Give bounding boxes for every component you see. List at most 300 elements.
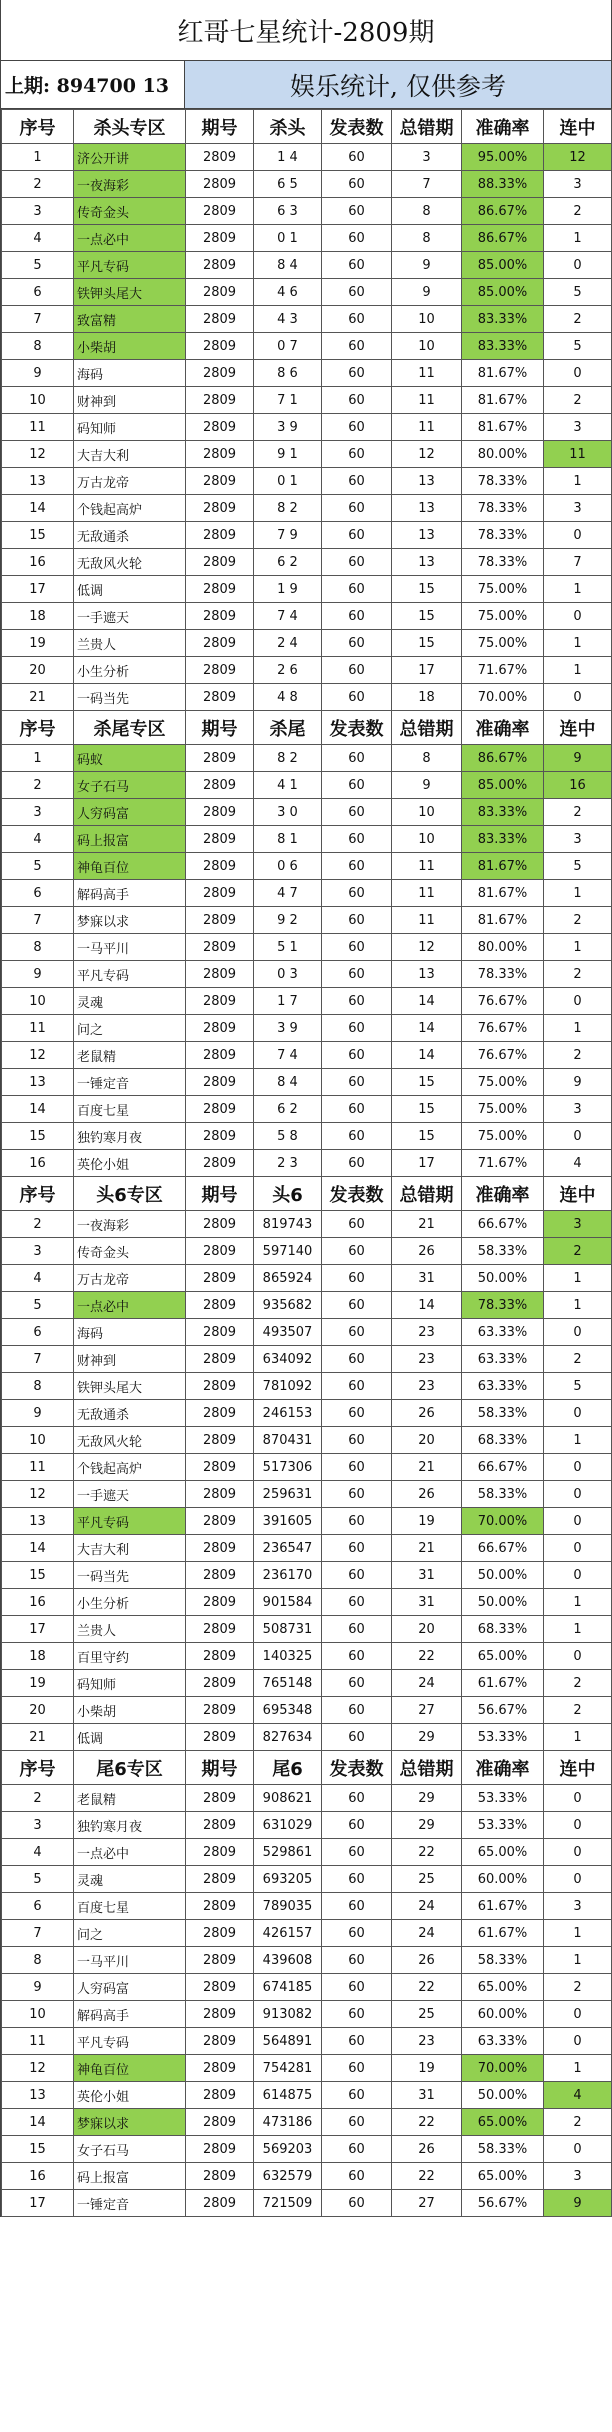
cell-rate: 75.00%	[462, 630, 544, 657]
cell-total: 60	[322, 2001, 392, 2028]
cell-pick: 693205	[254, 1866, 322, 1893]
cell-no: 7	[2, 907, 74, 934]
cell-pick: 5 1	[254, 934, 322, 961]
table-row	[2, 1616, 612, 1643]
table-row	[2, 1346, 612, 1373]
cell-no: 18	[2, 1643, 74, 1670]
table-row	[2, 1697, 612, 1724]
header-streak: 连中	[544, 711, 612, 745]
cell-streak: 1	[544, 1589, 612, 1616]
cell-rate: 68.33%	[462, 1616, 544, 1643]
section-header-row	[2, 711, 612, 745]
cell-period: 2809	[186, 2055, 254, 2082]
cell-pick: 695348	[254, 1697, 322, 1724]
cell-name: 女子石马	[74, 772, 186, 799]
cell-no: 13	[2, 1508, 74, 1535]
cell-total: 60	[322, 1150, 392, 1177]
cell-name: 个钱起高炉	[74, 1454, 186, 1481]
cell-streak: 1	[544, 1015, 612, 1042]
header-miss: 总错期	[392, 1751, 462, 1785]
cell-streak: 9	[544, 745, 612, 772]
cell-period: 2809	[186, 1670, 254, 1697]
cell-total: 60	[322, 1643, 392, 1670]
table-row	[2, 799, 612, 826]
table-row	[2, 2028, 612, 2055]
cell-streak: 0	[544, 684, 612, 711]
section-header-row	[2, 1751, 612, 1785]
cell-pick: 473186	[254, 2109, 322, 2136]
table-row	[2, 387, 612, 414]
header-index: 序号	[2, 110, 74, 144]
cell-rate: 66.67%	[462, 1454, 544, 1481]
cell-no: 5	[2, 1866, 74, 1893]
table-row	[2, 1920, 612, 1947]
cell-total: 60	[322, 225, 392, 252]
cell-streak: 4	[544, 1150, 612, 1177]
table-row	[2, 1866, 612, 1893]
table-row	[2, 1211, 612, 1238]
cell-total: 60	[322, 853, 392, 880]
cell-streak: 0	[544, 1785, 612, 1812]
header-period: 期号	[186, 1751, 254, 1785]
cell-pick: 0 1	[254, 468, 322, 495]
cell-rate: 78.33%	[462, 549, 544, 576]
cell-miss: 20	[392, 1616, 462, 1643]
cell-pick: 0 6	[254, 853, 322, 880]
cell-streak: 1	[544, 630, 612, 657]
table-row	[2, 414, 612, 441]
cell-streak: 0	[544, 1123, 612, 1150]
cell-no: 4	[2, 826, 74, 853]
cell-name: 老鼠精	[74, 1785, 186, 1812]
cell-streak: 1	[544, 1947, 612, 1974]
cell-period: 2809	[186, 360, 254, 387]
cell-streak: 0	[544, 252, 612, 279]
cell-streak: 1	[544, 2055, 612, 2082]
cell-name: 老鼠精	[74, 1042, 186, 1069]
cell-pick: 3 9	[254, 1015, 322, 1042]
cell-pick: 819743	[254, 1211, 322, 1238]
cell-total: 60	[322, 630, 392, 657]
cell-miss: 14	[392, 1015, 462, 1042]
cell-pick: 7 1	[254, 387, 322, 414]
cell-rate: 58.33%	[462, 1400, 544, 1427]
cell-no: 19	[2, 1670, 74, 1697]
cell-miss: 8	[392, 745, 462, 772]
table-row	[2, 826, 612, 853]
cell-miss: 29	[392, 1724, 462, 1751]
cell-streak: 4	[544, 2082, 612, 2109]
cell-pick: 439608	[254, 1947, 322, 1974]
cell-miss: 22	[392, 2163, 462, 2190]
cell-period: 2809	[186, 603, 254, 630]
cell-total: 60	[322, 2190, 392, 2217]
cell-total: 60	[322, 1427, 392, 1454]
cell-rate: 83.33%	[462, 333, 544, 360]
header-period: 期号	[186, 1177, 254, 1211]
cell-no: 13	[2, 1069, 74, 1096]
cell-period: 2809	[186, 1947, 254, 1974]
cell-streak: 0	[544, 2136, 612, 2163]
header-section-name: 杀尾专区	[74, 711, 186, 745]
cell-total: 60	[322, 549, 392, 576]
cell-name: 码蚁	[74, 745, 186, 772]
cell-streak: 1	[544, 1616, 612, 1643]
cell-streak: 3	[544, 171, 612, 198]
cell-miss: 26	[392, 1238, 462, 1265]
cell-pick: 674185	[254, 1974, 322, 2001]
cell-pick: 4 8	[254, 684, 322, 711]
table-row	[2, 1724, 612, 1751]
cell-streak: 0	[544, 988, 612, 1015]
cell-total: 60	[322, 1893, 392, 1920]
cell-streak: 0	[544, 360, 612, 387]
cell-streak: 5	[544, 333, 612, 360]
cell-period: 2809	[186, 549, 254, 576]
cell-period: 2809	[186, 1400, 254, 1427]
cell-period: 2809	[186, 1697, 254, 1724]
table-row	[2, 745, 612, 772]
cell-rate: 66.67%	[462, 1535, 544, 1562]
cell-no: 12	[2, 2055, 74, 2082]
cell-miss: 11	[392, 853, 462, 880]
cell-no: 1	[2, 144, 74, 171]
table-row	[2, 333, 612, 360]
cell-name: 传奇金头	[74, 198, 186, 225]
cell-name: 一手遮天	[74, 603, 186, 630]
cell-period: 2809	[186, 1812, 254, 1839]
cell-rate: 58.33%	[462, 1947, 544, 1974]
cell-total: 60	[322, 826, 392, 853]
cell-no: 17	[2, 576, 74, 603]
cell-pick: 1 7	[254, 988, 322, 1015]
cell-total: 60	[322, 387, 392, 414]
cell-name: 平凡专码	[74, 252, 186, 279]
cell-name: 梦寐以求	[74, 2109, 186, 2136]
table-row	[2, 853, 612, 880]
cell-pick: 6 5	[254, 171, 322, 198]
cell-name: 平凡专码	[74, 961, 186, 988]
cell-streak: 2	[544, 1697, 612, 1724]
cell-period: 2809	[186, 522, 254, 549]
cell-rate: 85.00%	[462, 772, 544, 799]
cell-streak: 5	[544, 1373, 612, 1400]
cell-rate: 85.00%	[462, 252, 544, 279]
cell-name: 一点必中	[74, 1839, 186, 1866]
cell-streak: 0	[544, 2028, 612, 2055]
table-row	[2, 1123, 612, 1150]
cell-streak: 1	[544, 934, 612, 961]
table-row	[2, 225, 612, 252]
cell-no: 3	[2, 1812, 74, 1839]
cell-period: 2809	[186, 799, 254, 826]
cell-rate: 56.67%	[462, 2190, 544, 2217]
header-accuracy: 准确率	[462, 1751, 544, 1785]
cell-total: 60	[322, 1616, 392, 1643]
header-miss: 总错期	[392, 1177, 462, 1211]
cell-no: 17	[2, 1616, 74, 1643]
cell-name: 解码高手	[74, 880, 186, 907]
cell-no: 6	[2, 279, 74, 306]
cell-period: 2809	[186, 961, 254, 988]
cell-rate: 75.00%	[462, 1123, 544, 1150]
cell-streak: 12	[544, 144, 612, 171]
cell-total: 60	[322, 961, 392, 988]
cell-rate: 86.67%	[462, 198, 544, 225]
cell-period: 2809	[186, 171, 254, 198]
cell-no: 11	[2, 1454, 74, 1481]
table-row	[2, 1947, 612, 1974]
cell-miss: 27	[392, 2190, 462, 2217]
table-row	[2, 360, 612, 387]
cell-period: 2809	[186, 2028, 254, 2055]
table-row	[2, 495, 612, 522]
cell-period: 2809	[186, 2001, 254, 2028]
cell-no: 8	[2, 1373, 74, 1400]
cell-period: 2809	[186, 1069, 254, 1096]
cell-miss: 10	[392, 306, 462, 333]
cell-streak: 3	[544, 414, 612, 441]
cell-name: 码上报富	[74, 2163, 186, 2190]
table-row	[2, 1427, 612, 1454]
cell-period: 2809	[186, 1373, 254, 1400]
cell-rate: 53.33%	[462, 1812, 544, 1839]
cell-pick: 781092	[254, 1373, 322, 1400]
cell-no: 16	[2, 2163, 74, 2190]
cell-no: 6	[2, 880, 74, 907]
cell-streak: 1	[544, 468, 612, 495]
header-total: 发表数	[322, 1751, 392, 1785]
cell-total: 60	[322, 1562, 392, 1589]
cell-pick: 4 7	[254, 880, 322, 907]
cell-name: 神龟百位	[74, 853, 186, 880]
cell-streak: 2	[544, 799, 612, 826]
section-header-row	[2, 110, 612, 144]
cell-pick: 721509	[254, 2190, 322, 2217]
table-row	[2, 441, 612, 468]
cell-total: 60	[322, 2136, 392, 2163]
cell-total: 60	[322, 1238, 392, 1265]
cell-rate: 75.00%	[462, 576, 544, 603]
cell-name: 百里守约	[74, 1643, 186, 1670]
cell-streak: 2	[544, 961, 612, 988]
cell-miss: 31	[392, 2082, 462, 2109]
cell-name: 一马平川	[74, 934, 186, 961]
cell-total: 60	[322, 684, 392, 711]
cell-total: 60	[322, 441, 392, 468]
cell-period: 2809	[186, 306, 254, 333]
cell-streak: 3	[544, 1211, 612, 1238]
cell-period: 2809	[186, 2136, 254, 2163]
cell-period: 2809	[186, 1839, 254, 1866]
cell-miss: 14	[392, 988, 462, 1015]
cell-total: 60	[322, 1319, 392, 1346]
cell-miss: 25	[392, 2001, 462, 2028]
cell-name: 小生分析	[74, 1589, 186, 1616]
cell-miss: 21	[392, 1535, 462, 1562]
cell-rate: 83.33%	[462, 826, 544, 853]
cell-no: 5	[2, 252, 74, 279]
cell-name: 大吉大利	[74, 441, 186, 468]
cell-miss: 13	[392, 522, 462, 549]
cell-rate: 65.00%	[462, 2163, 544, 2190]
table-row	[2, 907, 612, 934]
cell-total: 60	[322, 799, 392, 826]
cell-pick: 789035	[254, 1893, 322, 1920]
slogan-banner: 娱乐统计, 仅供参考	[185, 61, 611, 108]
cell-miss: 27	[392, 1697, 462, 1724]
header-section-name: 尾6专区	[74, 1751, 186, 1785]
cell-pick: 5 8	[254, 1123, 322, 1150]
cell-rate: 78.33%	[462, 1292, 544, 1319]
table-row	[2, 934, 612, 961]
cell-total: 60	[322, 1670, 392, 1697]
cell-rate: 60.00%	[462, 1866, 544, 1893]
cell-streak: 1	[544, 1724, 612, 1751]
cell-pick: 7 4	[254, 1042, 322, 1069]
cell-pick: 8 2	[254, 745, 322, 772]
cell-pick: 2 6	[254, 657, 322, 684]
cell-no: 3	[2, 1238, 74, 1265]
table-row	[2, 1589, 612, 1616]
header-index: 序号	[2, 711, 74, 745]
cell-no: 15	[2, 1562, 74, 1589]
cell-rate: 81.67%	[462, 853, 544, 880]
table-row	[2, 468, 612, 495]
cell-rate: 86.67%	[462, 745, 544, 772]
cell-pick: 569203	[254, 2136, 322, 2163]
cell-streak: 0	[544, 1508, 612, 1535]
cell-rate: 65.00%	[462, 1974, 544, 2001]
cell-pick: 935682	[254, 1292, 322, 1319]
cell-streak: 0	[544, 1319, 612, 1346]
cell-rate: 78.33%	[462, 961, 544, 988]
cell-streak: 1	[544, 225, 612, 252]
cell-name: 解码高手	[74, 2001, 186, 2028]
cell-period: 2809	[186, 414, 254, 441]
cell-streak: 2	[544, 1238, 612, 1265]
table-row	[2, 1373, 612, 1400]
cell-pick: 8 2	[254, 495, 322, 522]
cell-name: 万古龙帝	[74, 1265, 186, 1292]
cell-name: 一码当先	[74, 684, 186, 711]
cell-name: 致富精	[74, 306, 186, 333]
cell-total: 60	[322, 2028, 392, 2055]
cell-miss: 13	[392, 549, 462, 576]
cell-period: 2809	[186, 826, 254, 853]
cell-name: 独钓寒月夜	[74, 1123, 186, 1150]
cell-pick: 529861	[254, 1839, 322, 1866]
cell-name: 英伦小姐	[74, 2082, 186, 2109]
cell-period: 2809	[186, 1123, 254, 1150]
cell-name: 一夜海彩	[74, 171, 186, 198]
cell-total: 60	[322, 907, 392, 934]
cell-miss: 13	[392, 468, 462, 495]
cell-pick: 1 9	[254, 576, 322, 603]
cell-no: 21	[2, 684, 74, 711]
cell-total: 60	[322, 171, 392, 198]
cell-miss: 22	[392, 1839, 462, 1866]
table-row	[2, 522, 612, 549]
cell-pick: 0 7	[254, 333, 322, 360]
cell-no: 11	[2, 2028, 74, 2055]
cell-streak: 16	[544, 772, 612, 799]
cell-streak: 1	[544, 657, 612, 684]
header-pick: 尾6	[254, 1751, 322, 1785]
cell-no: 16	[2, 549, 74, 576]
header-section-name: 杀头专区	[74, 110, 186, 144]
cell-no: 10	[2, 988, 74, 1015]
cell-name: 一夜海彩	[74, 1211, 186, 1238]
cell-pick: 597140	[254, 1238, 322, 1265]
cell-no: 11	[2, 1015, 74, 1042]
cell-no: 2	[2, 171, 74, 198]
cell-streak: 0	[544, 1812, 612, 1839]
cell-name: 无敌通杀	[74, 522, 186, 549]
table-row	[2, 1643, 612, 1670]
cell-pick: 3 0	[254, 799, 322, 826]
cell-name: 铁钾头尾大	[74, 279, 186, 306]
cell-miss: 31	[392, 1562, 462, 1589]
cell-no: 7	[2, 1920, 74, 1947]
cell-miss: 12	[392, 441, 462, 468]
cell-no: 9	[2, 360, 74, 387]
cell-miss: 21	[392, 1454, 462, 1481]
table-row	[2, 1265, 612, 1292]
cell-total: 60	[322, 1481, 392, 1508]
table-row	[2, 252, 612, 279]
cell-name: 百度七星	[74, 1096, 186, 1123]
cell-no: 10	[2, 387, 74, 414]
cell-total: 60	[322, 495, 392, 522]
table-row	[2, 1015, 612, 1042]
table-row	[2, 2001, 612, 2028]
cell-total: 60	[322, 1400, 392, 1427]
cell-miss: 17	[392, 1150, 462, 1177]
cell-pick: 7 9	[254, 522, 322, 549]
cell-total: 60	[322, 144, 392, 171]
cell-miss: 29	[392, 1812, 462, 1839]
cell-rate: 60.00%	[462, 2001, 544, 2028]
cell-name: 小柴胡	[74, 1697, 186, 1724]
cell-no: 7	[2, 306, 74, 333]
table-row	[2, 988, 612, 1015]
cell-period: 2809	[186, 934, 254, 961]
cell-period: 2809	[186, 1724, 254, 1751]
header-total: 发表数	[322, 711, 392, 745]
cell-rate: 83.33%	[462, 306, 544, 333]
cell-rate: 63.33%	[462, 1346, 544, 1373]
cell-name: 女子石马	[74, 2136, 186, 2163]
cell-total: 60	[322, 1535, 392, 1562]
cell-name: 一点必中	[74, 225, 186, 252]
header-streak: 连中	[544, 110, 612, 144]
cell-pick: 3 9	[254, 414, 322, 441]
table-row	[2, 772, 612, 799]
cell-period: 2809	[186, 1096, 254, 1123]
cell-period: 2809	[186, 144, 254, 171]
cell-rate: 70.00%	[462, 684, 544, 711]
cell-name: 财神到	[74, 1346, 186, 1373]
cell-pick: 827634	[254, 1724, 322, 1751]
cell-pick: 7 4	[254, 603, 322, 630]
cell-pick: 236547	[254, 1535, 322, 1562]
cell-miss: 15	[392, 576, 462, 603]
table-row	[2, 198, 612, 225]
cell-no: 8	[2, 934, 74, 961]
cell-pick: 6 2	[254, 1096, 322, 1123]
cell-total: 60	[322, 880, 392, 907]
